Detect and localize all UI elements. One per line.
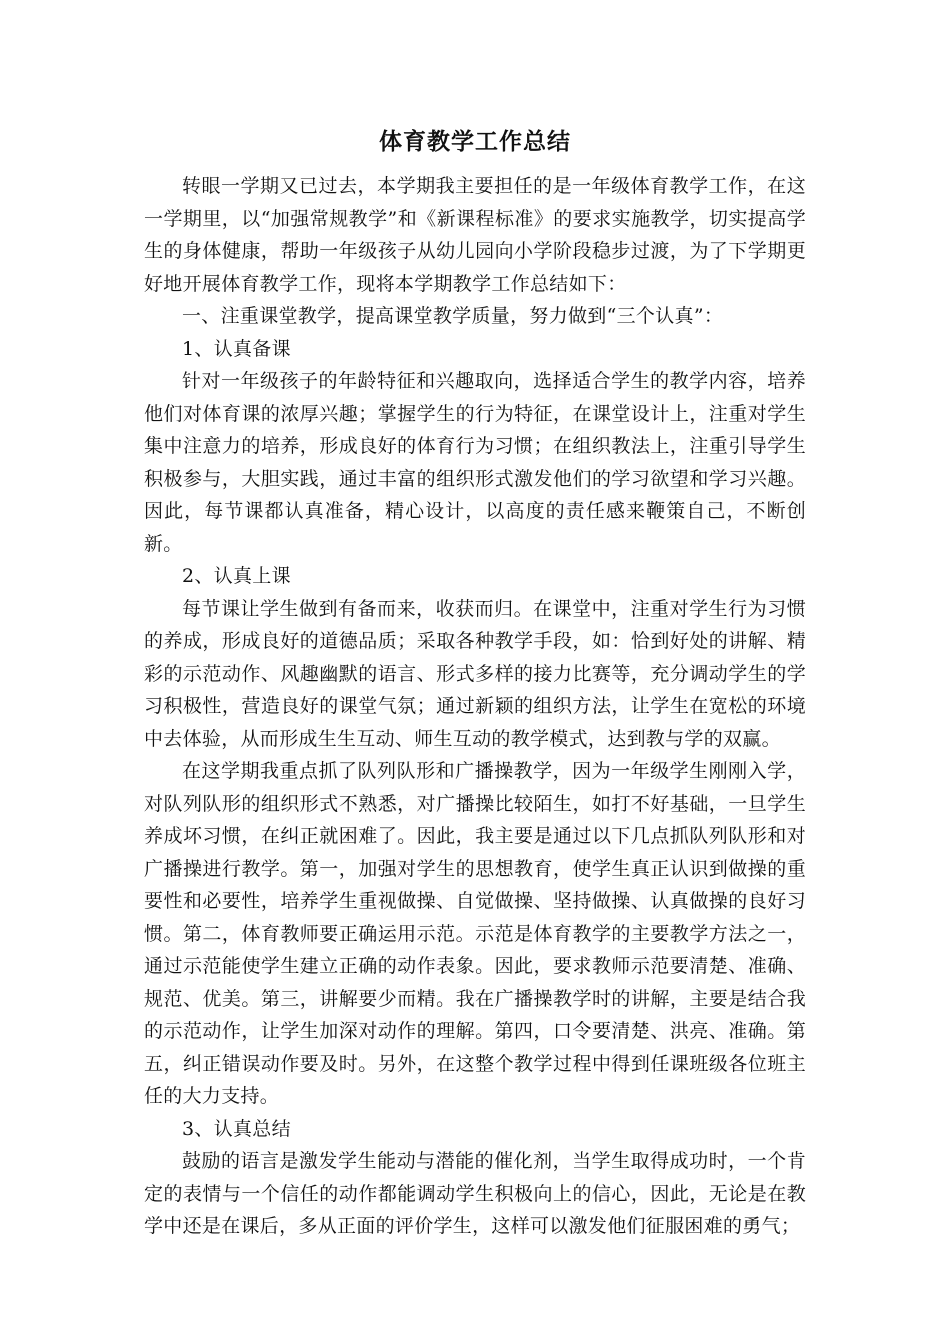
intro-paragraph: 转眼一学期又已过去，本学期我主要担任的是一年级体育教学工作，在这一学期里，以“加强常规教学”和《新课程标准》的要求实施教学，切实提高学生的身体健康，帮助一年级孩子从幼儿园向小学阶段稳步过渡，为了下学期更好地开展体育教学工作，现将本学期教学工作总结如下： xyxy=(144,175,806,295)
document-title: 体育教学工作总结 xyxy=(379,129,571,155)
document-page xyxy=(144,124,806,1243)
drill-paragraph: 在这学期我重点抓了队列队形和广播操教学，因为一年级学生刚刚入学，对队列队形的组织形式不熟悉，对广播操比较陌生，如打不好基础，一旦学生养成坏习惯，在纠正就困难了。因此，我主要是通过以下几点抓队列队形和对广播操进行教学。第一，加强对学生的思想教育，使学生真正认识到做操的重要性和必要性，培养学生重视做操、自觉做操、坚持做操、认真做操的良好习惯。第二，体育教师要正确运用示范。示范是体育教学的主要教学方法之一，通过示范能使学生建立正确的动作表象。因此，要求教师示范要清楚、准确、规范、优美。第三，讲解要少而精。我在广播操教学时的讲解，主要是结合我的示范动作，让学生加深对动作的理解。第四，口令要清楚、洪亮、准确。第五，纠正错误动作要及时。另外，在这整个教学过程中得到任课班级各位班主任的大力支持。 xyxy=(144,760,806,1107)
section-heading-1: 一、注重课堂教学，提高课堂教学质量，努力做到“三个认真”： xyxy=(182,305,724,327)
teaching-paragraph: 每节课让学生做到有备而来，收获而归。在课堂中，注重对学生行为习惯的养成，形成良好的道德品质；采取各种教学手段，如：恰到好处的讲解、精彩的示范动作、风趣幽默的语言、形式多样的接力比赛等，充分调动学生的学习积极性，营造良好的课堂气氛；通过新颖的组织方法，让学生在宽松的环境中去体验，从而形成生生互动、师生互动的教学模式，达到教与学的双赢。 xyxy=(144,597,806,750)
preparation-paragraph: 针对一年级孩子的年龄特征和兴趣取向，选择适合学生的教学内容，培养他们对体育课的浓厚兴趣；掌握学生的行为特征，在课堂设计上，注重对学生集中注意力的培养，形成良好的体育行为习惯；在组织教法上，注重引导学生积极参与，大胆实践，通过丰富的组织形式激发他们的学习欲望和学习兴趣。因此，每节课都认真准备，精心设计，以高度的责任感来鞭策自己，不断创新。 xyxy=(144,370,806,555)
subsection-heading-teaching: 2、认真上课 xyxy=(182,565,291,587)
subsection-heading-summary: 3、认真总结 xyxy=(182,1117,291,1140)
summary-paragraph: 鼓励的语言是激发学生能动与潜能的催化剂，当学生取得成功时，一个肯定的表情与一个信任的动作都能调动学生积极向上的信心，因此，无论是在教学中还是在课后，多从正面的评价学生，这样可以激发他们征服困难的勇气； xyxy=(144,1150,806,1237)
subsection-heading-preparation: 1、认真备课 xyxy=(182,337,291,360)
